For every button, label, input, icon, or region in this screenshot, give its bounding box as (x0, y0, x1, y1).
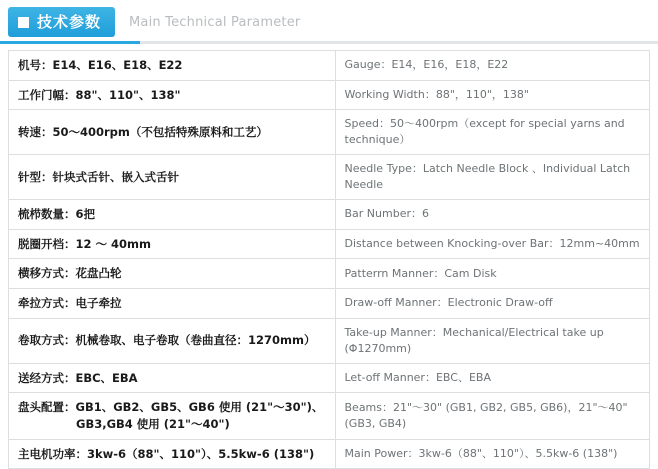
spec-label-en: Main Power：3kw-6（88"、110"）、5.5kw-6 (138") (335, 439, 650, 469)
table-row (9, 229, 650, 259)
table-row (9, 51, 650, 81)
table-row (9, 110, 650, 155)
spec-label-en: Draw-off Manner：Electronic Draw-off (335, 289, 650, 319)
table-row (9, 439, 650, 469)
spec-table-wrapper (0, 44, 658, 469)
spec-label-cn-line1: 盘头配置：GB1、GB2、GB5、GB6 使用 (21"～30")、 (18, 400, 324, 415)
spec-label-en: Needle Type：Latch Needle Block 、Individual Latch Needle (335, 155, 650, 200)
table-row (9, 318, 650, 363)
spec-label-cn: 脱圈开档：12 ～ 40mm (9, 229, 336, 259)
section-title-badge (8, 7, 115, 37)
spec-label-en: Bar Number：6 (335, 200, 650, 230)
spec-label-en: Patterrn Manner：Cam Disk (335, 259, 650, 289)
table-row (9, 80, 650, 110)
table-row (9, 200, 650, 230)
header-divider-accent (0, 41, 140, 44)
spec-label-en: Gauge：E14，E16，E18，E22 (335, 51, 650, 81)
spec-label-en: Take-up Manner：Mechanical/Electrical take up (Φ1270mm) (335, 318, 650, 363)
spec-label-cn: 牵拉方式：电子牵拉 (9, 289, 336, 319)
spec-label-en: Speed：50～400rpm（except for special yarns and technique） (335, 110, 650, 155)
spec-label-en: Let-off Manner：EBC、EBA (335, 363, 650, 393)
spec-label-cn: 工作门幅：88"、110"、138" (9, 80, 336, 110)
table-row (9, 393, 650, 439)
spec-label-cn: 送经方式：EBC、EBA (9, 363, 336, 393)
spec-label-cn: 主电机功率：3kw-6（88"、110"）、5.5kw-6 (138") (9, 439, 336, 469)
table-row (9, 155, 650, 200)
spec-table (8, 50, 650, 469)
spec-label-cn: 卷取方式：机械卷取、电子卷取（卷曲直径：1270mm） (9, 318, 336, 363)
spec-label-en: Beams：21"～30" (GB1, GB2, GB5, GB6)，21"～40" (GB3, GB4) (335, 393, 650, 439)
spec-label-cn: 梳栉数量：6把 (9, 200, 336, 230)
spec-label-cn: 转速：50～400rpm（不包括特殊原料和工艺） (9, 110, 336, 155)
spec-label-cn: 针型：针块式舌针、嵌入式舌针 (9, 155, 336, 200)
table-row (9, 289, 650, 319)
spec-label-cn-line2: GB3,GB4 使用 (21"～40") (76, 417, 230, 431)
page-title-en: Main Technical Parameter (129, 14, 301, 30)
page-header (0, 0, 658, 44)
spec-table-body (9, 51, 650, 469)
spec-label-cn: 机号：E14、E16、E18、E22 (9, 51, 336, 81)
spec-label-cn (9, 393, 336, 439)
spec-label-cn: 横移方式：花盘凸轮 (9, 259, 336, 289)
page-title-cn: 技术参数 (37, 12, 102, 31)
spec-label-en: Distance between Knocking-over Bar：12mm~40mm (335, 229, 650, 259)
square-bullet-icon (18, 17, 29, 28)
table-row (9, 259, 650, 289)
spec-label-en: Working Width：88"，110"，138" (335, 80, 650, 110)
table-row (9, 363, 650, 393)
